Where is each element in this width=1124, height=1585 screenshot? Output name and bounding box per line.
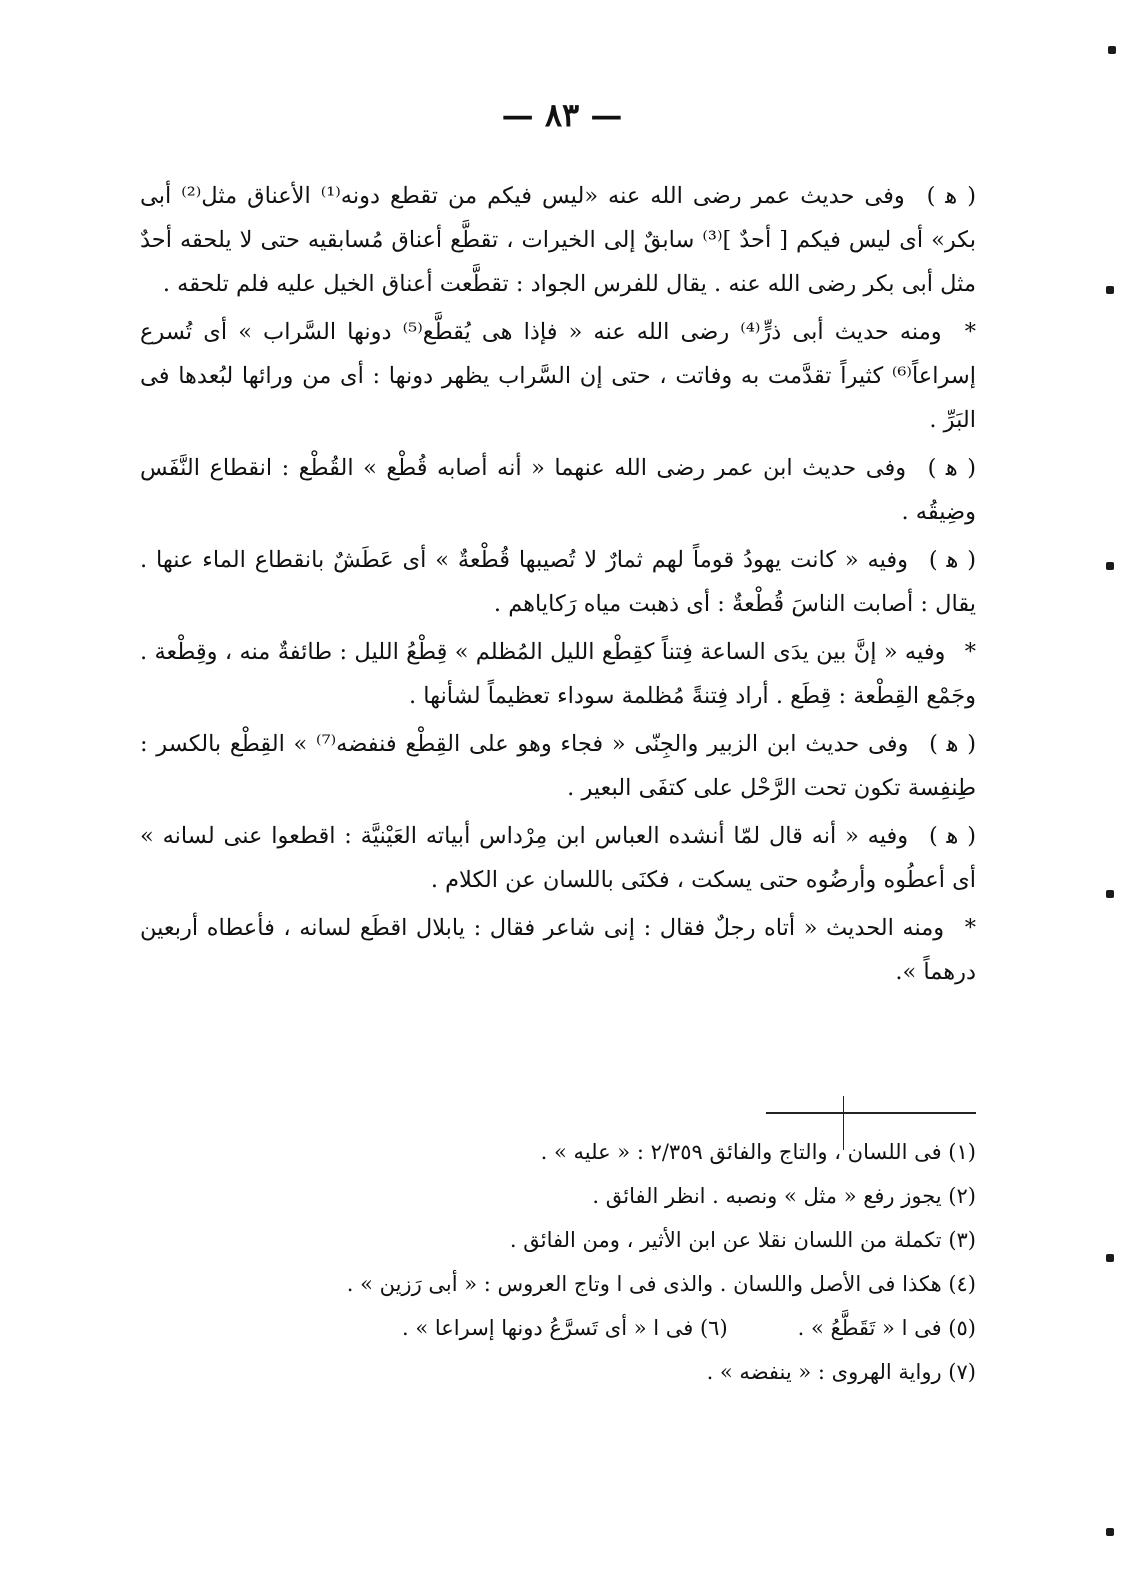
entry-marker: ( ﻫ ): [927, 455, 976, 481]
page-number: — ٨٣ —: [501, 96, 623, 134]
footnote-separator: [766, 1112, 976, 1114]
entry-text: ومنه حديث أبى ذرٍّ⁽⁴⁾ رضى الله عنه « فإذا هى يُقطَّع⁽⁵⁾ دونها السَّراب » أى تُسرع إسراعاً⁽⁶⁾ كثيراً تقدَّمت به وفاتت ، حتى إن السَّراب يظهر دونها : أى من ورائها لبُعدها فى البَرِّ .: [140, 319, 976, 433]
entry-marker: *: [964, 915, 976, 941]
entry-paragraph: [140, 310, 976, 442]
entry-marker: *: [964, 639, 977, 665]
entry-marker: *: [964, 319, 976, 345]
entry-text: وفى حديث ابن عمر رضى الله عنهما « أنه أصابه قُطْع » القُطْع : انقطاع النَّفَس وضِيقُه .: [140, 455, 976, 525]
footnote: (٢) يجوز رفع « مثل » ونصبه . انظر الفائق .: [592, 1184, 976, 1208]
footnote: (١) فى اللسان ، والتاج والفائق ٢/٣٥٩ : « عليه » .: [540, 1140, 976, 1164]
entry-marker: ( ﻫ ): [928, 823, 976, 849]
entry-text: وفيه « كانت يهودُ قوماً لهم ثمارٌ لا تُصيبها قُطْعةٌ » أى عَطَشٌ بانقطاع الماء عنها . يقال : أصابت الناسَ قُطْعةٌ : أى ذهبت مياه رَكاياهم .: [140, 547, 976, 617]
entry-marker: ( ﻫ ): [929, 731, 976, 757]
entry-text: ومنه الحديث « أتاه رجلٌ فقال : إنى شاعر فقال : يابلال اقطَع لسانه ، فأعطاه أربعين درهماً ».: [140, 915, 976, 985]
entry-paragraph: [140, 722, 976, 810]
scan-edge-mark: [1106, 562, 1114, 570]
entry-marker: ( ﻫ ): [928, 547, 976, 573]
entry-paragraph: [140, 538, 976, 626]
footnotes: [140, 1130, 976, 1394]
footnote: (٦) فى ا « أى تَسرَّعُ دونها إسراعا » .: [401, 1316, 728, 1340]
footnote-pair: [140, 1306, 976, 1350]
footnote: (٣) تكملة من اللسان نقلا عن ابن الأثير ، ومن الفائق .: [509, 1228, 976, 1252]
entry-paragraph: [140, 814, 976, 902]
entry-text: وفى حديث ابن الزبير والجِنّى « فجاء وهو على القِطْع فنفضه⁽⁷⁾ » القِطْع بالكسر : طِنفِسة تكون تحت الرَّحْل على كتفَى البعير .: [140, 731, 976, 801]
main-text-body: [140, 174, 976, 998]
entry-paragraph: [140, 174, 976, 306]
scan-edge-mark: [1106, 1254, 1114, 1262]
scan-edge-mark: [1106, 890, 1114, 898]
footnote: (٤) هكذا فى الأصل واللسان . والذى فى ا وتاج العروس : « أبى رَزين » .: [346, 1272, 976, 1296]
entry-text: وفيه « إنَّ بين يدَى الساعة فِتناً كقِطْع الليل المُظلم » قِطْعُ الليل : طائفةٌ منه ، وقِطْعة . وجَمْع القِطْعة : قِطَع . أراد فِتنةً مُظلمة سوداء تعظيماً لشأنها .: [140, 639, 976, 709]
entry-paragraph: [140, 906, 976, 994]
entry-marker: ( ﻫ ): [926, 183, 976, 209]
footnote: (٥) فى ا « تَقَطَّعُ » .: [797, 1316, 976, 1340]
footnote: (٧) رواية الهروى : « ينفضه » .: [706, 1360, 976, 1384]
entry-paragraph: [140, 630, 976, 718]
entry-text: وفى حديث عمر رضى الله عنه «ليس فيكم من تقطع دونه⁽¹⁾ الأعناق مثل⁽²⁾ أبى بكر» أى ليس فيكم [ أحدٌ ]⁽³⁾ سابقٌ إلى الخيرات ، تقطَّع أعناق مُسابقيه حتى لا يلحقه أحدٌ مثل أبى بكر رضى الله عنه . يقال للفرس الجواد : تقطَّعت أعناق الخيل عليه فلم تلحقه .: [140, 183, 976, 297]
entry-paragraph: [140, 446, 976, 534]
scan-edge-mark: [1106, 1528, 1114, 1536]
entry-text: وفيه « أنه قال لمّا أنشده العباس ابن مِرْداس أبياته العَيْنيَّة : اقطعوا عنى لسانه » أى أعطُوه وأرضُوه حتى يسكت ، فكنَى باللسان عن الكلام .: [140, 823, 976, 893]
scan-edge-mark: [1106, 286, 1114, 294]
scan-edge-mark: [1108, 46, 1116, 54]
